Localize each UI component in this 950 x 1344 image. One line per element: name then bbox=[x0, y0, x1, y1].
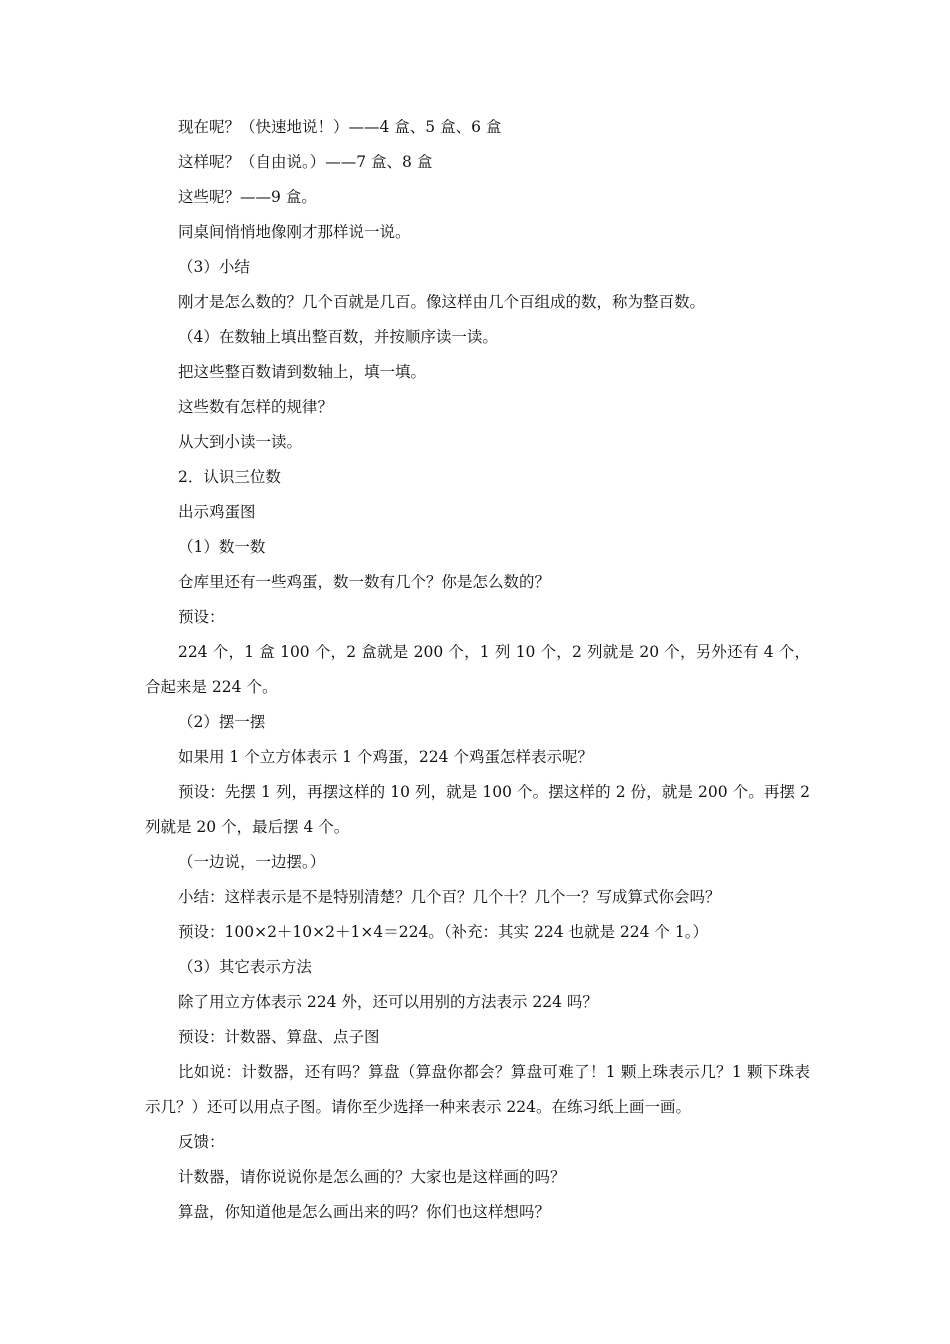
paragraph: 计数器，请你说说你是怎么画的？大家也是这样画的吗？ bbox=[178, 1168, 566, 1186]
paragraph: 这些呢？——9 盒。 bbox=[178, 188, 317, 206]
paragraph: 这些数有怎样的规律？ bbox=[178, 398, 334, 416]
paragraph: 预设：100×2＋10×2＋1×4＝224。（补充：其实 224 也就是 224 个 1。） bbox=[178, 923, 708, 941]
paragraph: 除了用立方体表示 224 外，还可以用别的方法表示 224 吗？ bbox=[178, 993, 598, 1011]
paragraph: 现在呢？（快速地说！）——4 盒、5 盒、6 盒 bbox=[178, 118, 502, 136]
paragraph: 从大到小读一读。 bbox=[178, 433, 303, 451]
paragraph: 比如说：计数器，还有吗？算盘（算盘你都会？算盘可难了！1 颗上珠表示几？1 颗下珠表示几？）还可以用点子图。请你至少选择一种来表示 224。在练习纸上画一画。 bbox=[145, 1063, 810, 1116]
section-heading: 2．认识三位数 bbox=[178, 468, 281, 486]
paragraph: 预设：计数器、算盘、点子图 bbox=[178, 1028, 380, 1046]
paragraph: （一边说，一边摆。） bbox=[178, 853, 326, 871]
paragraph: 反馈： bbox=[178, 1133, 225, 1151]
paragraph: 出示鸡蛋图 bbox=[178, 503, 256, 521]
paragraph: 仓库里还有一些鸡蛋，数一数有几个？你是怎么数的？ bbox=[178, 573, 551, 591]
paragraph: 预设：先摆 1 列，再摆这样的 10 列，就是 100 个。摆这样的 2 份，就是 200 个。再摆 2 列就是 20 个，最后摆 4 个。 bbox=[145, 783, 810, 836]
section-heading: （1）数一数 bbox=[178, 538, 266, 556]
paragraph: 把这些整百数请到数轴上，填一填。 bbox=[178, 363, 427, 381]
section-heading: （3）其它表示方法 bbox=[178, 958, 312, 976]
paragraph: 预设： bbox=[178, 608, 225, 626]
paragraph: 小结：这样表示是不是特别清楚？几个百？几个十？几个一？写成算式你会吗？ bbox=[178, 888, 721, 906]
section-heading: （2）摆一摆 bbox=[178, 713, 266, 731]
paragraph: 如果用 1 个立方体表示 1 个鸡蛋，224 个鸡蛋怎样表示呢？ bbox=[178, 748, 593, 766]
paragraph: 算盘，你知道他是怎么画出来的吗？你们也这样想吗？ bbox=[178, 1203, 551, 1221]
paragraph: 这样呢？（自由说。）——7 盒、8 盒 bbox=[178, 153, 433, 171]
paragraph: 刚才是怎么数的？几个百就是几百。像这样由几个百组成的数，称为整百数。 bbox=[178, 293, 706, 311]
paragraph: 同桌间悄悄地像刚才那样说一说。 bbox=[178, 223, 411, 241]
section-heading: （3）小结 bbox=[178, 258, 250, 276]
section-heading: （4）在数轴上填出整百数，并按顺序读一读。 bbox=[178, 328, 498, 346]
paragraph: 224 个，1 盒 100 个，2 盒就是 200 个，1 列 10 个，2 列就是 20 个，另外还有 4 个，合起来是 224 个。 bbox=[145, 643, 810, 696]
